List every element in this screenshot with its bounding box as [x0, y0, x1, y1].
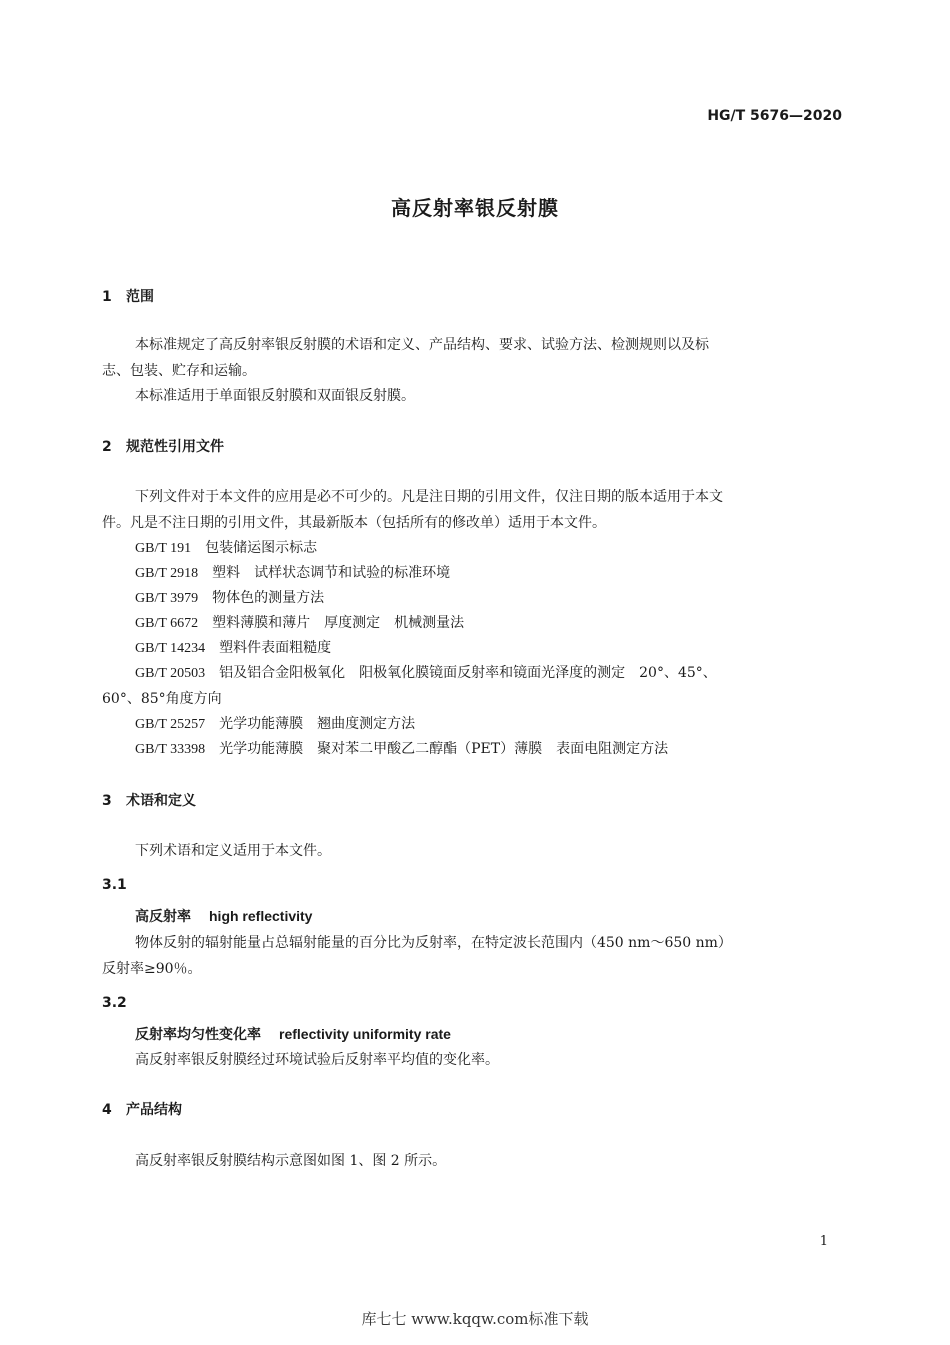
- reference-code: GB/T 14234: [135, 641, 206, 656]
- definition: 物体反射的辐射能量占总辐射能量的百分比为反射率，在特定波长范围内（450 nm～650 nm）: [135, 935, 732, 951]
- section-3-heading: [102, 790, 196, 810]
- reference-title: 光学功能薄膜 翘曲度测定方法: [219, 716, 416, 732]
- section-number: 2: [102, 439, 112, 455]
- reference-code: GB/T 191: [135, 541, 192, 556]
- reference-title: 铝及铝合金阳极氧化 阳极氧化膜镜面反射率和镜面光泽度的测定 20°、45°、: [219, 665, 717, 681]
- reference-item: [135, 662, 717, 682]
- page-number: 1: [819, 1234, 828, 1249]
- section-title: 产品结构: [126, 1102, 182, 1118]
- reference-code: GB/T 33398: [135, 742, 206, 757]
- term-en: reflectivity uniformity rate: [279, 1026, 451, 1042]
- reference-item: [135, 738, 668, 758]
- term-heading: [135, 1024, 451, 1044]
- reference-code: GB/T 20503: [135, 666, 206, 681]
- term-zh: 反射率均匀性变化率: [135, 1027, 261, 1043]
- section-2-heading: [102, 436, 224, 456]
- paragraph: 本标准适用于单面银反射膜和双面银反射膜。: [135, 388, 415, 404]
- reference-title-continued: 60°、85°角度方向: [102, 691, 222, 707]
- definition: 反射率≥90％。: [102, 961, 202, 977]
- section-4-heading: [102, 1099, 182, 1119]
- reference-title: 塑料薄膜和薄片 厚度测定 机械测量法: [212, 615, 465, 631]
- reference-title: 物体色的测量方法: [212, 590, 325, 606]
- reference-title: 塑料件表面粗糙度: [219, 640, 332, 656]
- reference-code: GB/T 3979: [135, 591, 199, 606]
- reference-item: [135, 612, 464, 632]
- term-heading: [135, 906, 312, 926]
- paragraph: 本标准规定了高反射率银反射膜的术语和定义、产品结构、要求、试验方法、检测规则以及标: [135, 337, 709, 353]
- clause-number: 3.2: [102, 995, 127, 1011]
- paragraph: 件。凡是不注日期的引用文件，其最新版本（包括所有的修改单）适用于本文件。: [102, 515, 606, 531]
- document-title: 高反射率银反射膜: [391, 196, 559, 220]
- standard-number: HG/T 5676—2020: [707, 108, 842, 124]
- section-title: 规范性引用文件: [126, 439, 224, 455]
- paragraph: 高反射率银反射膜结构示意图如图 1、图 2 所示。: [135, 1153, 447, 1169]
- footer-watermark: 库七七 www.kqqw.com标准下载: [361, 1310, 589, 1328]
- paragraph: 下列文件对于本文件的应用是必不可少的。凡是注日期的引用文件，仅注日期的版本适用于本文: [135, 489, 723, 505]
- section-number: 3: [102, 793, 112, 809]
- reference-item: [135, 713, 415, 733]
- section-number: 1: [102, 289, 112, 305]
- reference-item: [135, 562, 450, 582]
- definition: 高反射率银反射膜经过环境试验后反射率平均值的变化率。: [135, 1052, 499, 1068]
- clause-number: 3.1: [102, 877, 127, 893]
- paragraph: 下列术语和定义适用于本文件。: [135, 843, 331, 859]
- reference-title: 塑料 试样状态调节和试验的标准环境: [212, 565, 451, 581]
- reference-item: [135, 537, 317, 557]
- reference-code: GB/T 25257: [135, 717, 206, 732]
- reference-code: GB/T 2918: [135, 566, 199, 581]
- term-zh: 高反射率: [135, 909, 191, 925]
- section-number: 4: [102, 1102, 112, 1118]
- paragraph: 志、包装、贮存和运输。: [102, 363, 256, 379]
- reference-title: 光学功能薄膜 聚对苯二甲酸乙二醇酯（PET）薄膜 表面电阻测定方法: [219, 741, 669, 757]
- section-1-heading: [102, 286, 154, 306]
- reference-title: 包装储运图示标志: [205, 540, 318, 556]
- section-title: 术语和定义: [126, 793, 196, 809]
- reference-code: GB/T 6672: [135, 616, 199, 631]
- term-en: high reflectivity: [209, 908, 313, 924]
- section-title: 范围: [126, 289, 154, 305]
- reference-item: [135, 587, 324, 607]
- reference-item: [135, 637, 331, 657]
